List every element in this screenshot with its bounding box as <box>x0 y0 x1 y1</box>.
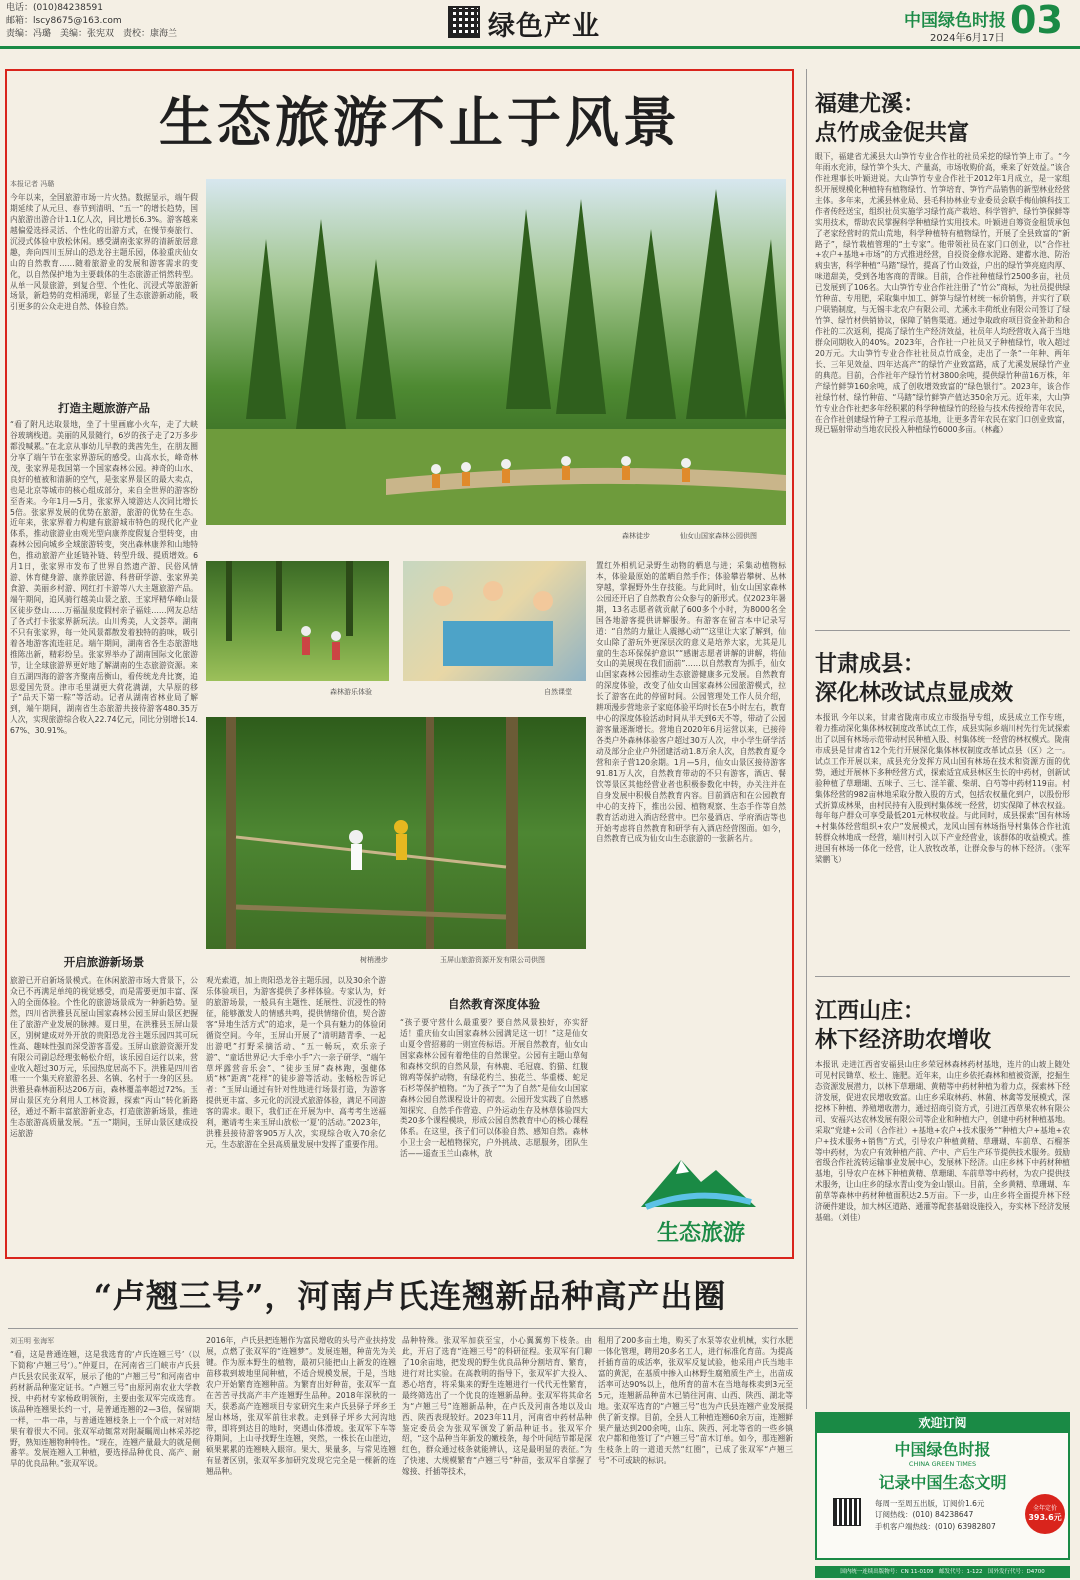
sidebar3-title-1: 江西山庄： <box>815 998 926 1024</box>
photo1-caption-title: 森林徒步 <box>622 532 650 540</box>
footer-publication-codes: 国内统一连续出版物号：CN 11-0109 邮发代号：1-122 国外发行代号：D4700 <box>815 1566 1070 1578</box>
sidebar-rule-1 <box>815 630 1070 631</box>
subscription-slogan: 记录中国生态文明 <box>878 1473 1007 1492</box>
main-subhead-2: 开启旅游新场景 <box>63 955 145 969</box>
qr-code <box>448 6 480 38</box>
subscription-info <box>875 1498 996 1532</box>
section-title: 绿色产业 <box>488 11 600 42</box>
main-subhead-3: 自然教育深度体验 <box>448 997 540 1011</box>
main-subhead-1: 打造主题旅游产品 <box>58 401 150 415</box>
masthead-date: 2024年6月17日 <box>930 33 1005 44</box>
price-value: 393.6元 <box>1028 1513 1062 1522</box>
bottom-col4: 租用了200多亩土地，购买了水泵等农业机械，实行水肥一体化管理，聘用20多名工人，进行标准化育苗。为提高扦插育苗的成活率，张双军反复试验，他采用卢氏当地丰富的黄泥，在基质中掺入山林野生腐殖质生产土，出苗成活率可达90%以上，他所育的苗木在当地每株卖到3元至5元，连翘新品种苗木已销往河南、山西、陕西、湖北等地。张双军选育的“卢翘三号”也为卢氏县连翘产业发展提供了新支撑。目前，全县人工种植连翘60余万亩，连翘鲜果产量达到200余吨，山东、陕西、河北等省的一些乡镇农户都和他签订了“卢翘三号”苗木订单。如今，那连翘新生枝条上的一道道天然“红圈”，已成了张双军“卢翘三号”不可或缺的标识。 <box>598 1336 793 1466</box>
subscription-qr-icon <box>833 1498 861 1526</box>
photo4-caption-title: 树梢漫步 <box>360 956 388 964</box>
sidebar3-title-2: 林下经济助农增收 <box>815 1027 992 1053</box>
masthead-email: 邮箱：lscy8675@163.com <box>6 16 122 27</box>
masthead-rule <box>0 46 1080 49</box>
photo4-caption-credit: 玉屏山旅游资源开发有限公司供图 <box>440 956 545 964</box>
subscription-paper-name: 中国绿色时报 <box>894 1440 991 1459</box>
sidebar2-title-1: 甘肃成县： <box>815 651 926 677</box>
photo-forest-hiking-art <box>206 179 786 525</box>
sidebar2-body: 本报讯 今年以来，甘肃省陇南市成立市级指导专组，成县成立工作专班，着力推动深化集体林权制度改革试点工作，成县实际乡端川村先行先试探索出了以国有林场示范带动村民种植入股、村集体统一经营的林权模式。陇南市成县是甘肃省12个先行开展深化集体林权制度改革试点县（区）之一。试点工作开展以来，成县充分发挥方风山国有林场在技术和资源方面的优势，通过开展林下多种经营方式，探索适宜成县林区生长的中药材，创新试验种植了草珊瑚、五味子、三七、淫羊藿、柴胡、白芍等中药材119亩。村集体经营的982亩林地采取分散入股的方式，包括农权量化到户，以股份形式折算成林果，由村民持有入股到村集体统一经营，切实保障了林农权益。每年每户群众可享受最低201元林权收益。与此同时，成县探索“国有林场+村集体经营组织+农户”发展模式，龙风山国有林场指导村集体合作社流转群众林地成一经营，端川村引入以下产业经营业，该群体的收益模式。推进国有林场一体化一经营，让人放牧改革，让群众参与的林下经济。（张军 梁鹏飞） <box>815 713 1070 865</box>
main-col4-body: 置红外相机记录野生动物的栖息与进；采集动植物标本，体验最原始的蓝晒自然手作；体验攀岩攀树、丛林穿越，掌握野外生存技能。与此同时，仙女山国家森林公园还开启了自然教育公众参与的新形式。仅2023年暑期，13名志愿者就贡献了600多个小时，为8000名全国各地游客提供讲解服务。有游客在留言本中记录写道：“自然的力量让人震撼心动”“这里让大家了解到，仙女山除了游玩外更深层次的意义是培养大家，尤其是儿童的生态环保保护意识”“感谢志愿者讲解的讲解，将仙女山的美展现在我们面前”……以自然教育为抓手，仙女山国家森林公园推动生态旅游健康多元发展。自然教育的深度体验，改变了仙女山国家森林公园旅游模式，拉长了游客在此的停留时间。公园管理处工作人员介绍，耕项漫步营地亲子家庭体验平均时长在5小时左右，教育中心的深度体验活动时间从半天到6天不等，带动了公园游客量逐渐增长。营地自2020年6月运营以来，已接待各类户外森林体验客户超过30万人次，中小学生研学活动及部分企业户外团建活动1.8万余人次，自然教育夏令营和亲子营120余期。1月—5月，仙女山景区接待游客91.81万人次，自然教育带动的不只有游客，酒店、餐饮等景区其他经营业者也积极参数化中转，办关注并在自身发展中积极自然教育内容。目前酒店和在公园教育中心的支持下，推出公园、植物观察、生态手作等自然教育活动进入酒店经营中。巴尔曼酒店、学府酒店等也开始考虑将自然教育和研学有入酒店经营图面。如今，自然教育已成为仙女山生态旅游的一张新名片。 <box>596 561 786 844</box>
photo3-caption: 自然课堂 <box>544 688 572 696</box>
subscription-info-3: 手机客户端热线：(010) 63982807 <box>875 1521 996 1531</box>
main-col3-body: “孩子要守营什么最重要？要自然风景独好，亦实舒适！重庆仙女山国家森林公园满足这一切！”这是仙女山夏令营招募的一则宣传标语。开展自然教育，仙女山国家森林公园有着绝佳的自然课堂。公园有主题山草甸和森林交织的自然风景，有林鹿、毛冠鹿、豹猫、红腹锦鸡等保护动物，有绿花杓兰、独花兰、华重楼、蛇足石杉等保护植物。“为了孩子”“为了自然”是仙女山国家森林公园自然课程设计的初衷。公园开发实践了自然感知探究、自然手作营造、户外运动生存及林草体验四大类20多个课程模块，形成公园自然教育中心的核心课程体系。在这里，孩子们可以体验自然、感知自然。森林小卫士会一起植物探究，户外挑战、志愿服务，团队生活——遥查玉兰山森林，放 <box>400 1018 588 1159</box>
price-label: 全年定价 <box>1032 1505 1057 1512</box>
bottom-rule <box>8 1328 798 1329</box>
masthead-contact <box>6 2 256 41</box>
subscription-info-2: 订阅热线：(010) 84238647 <box>875 1510 974 1520</box>
masthead-phone: 电话：(010)84238591 <box>6 3 104 13</box>
sidebar-divider <box>806 69 807 1409</box>
sidebar2-title-2: 深化林改试点显成效 <box>815 680 1014 706</box>
bottom-byline: 刘玉明 张海军 <box>10 1337 55 1345</box>
photo-forest-play-art <box>206 561 389 681</box>
photo2-caption: 森林游乐体验 <box>330 688 372 696</box>
price-badge <box>1025 1494 1065 1534</box>
photo-forest-hiking <box>206 179 786 525</box>
bottom-col3: 品种特殊。张双军加获至宝，小心翼翼剪下枝条。由此，开启了选育“连翘三号”的科研征程。张双军有门聊了10余亩地，把发现的野生优良品种分割培育、繁育，进行对比实验。在高教明的指导下，张双军扩大投入、悉心培育，将采集来的野生连翘进行一代代无性繁育，最终筛选出了一个优良的连翘新品种。张双军将其命名为“卢翘三号”连翘新品种，在卢氏及河南各地以及山西、陕西表现较好。2023年11月，河南省中药材品种鉴定委员会为张双军颁发了新品种证书。张双军介绍，“这个品种当年新发的嫩枝条，每个叶间结节都是深红色，群众通过枝条就能辨认，这是最明显的表征。”为了快速、大规模繁育“卢翘三号”种苗，张双军自掌握了嫁接、扦插等技术， <box>402 1336 592 1477</box>
photo1-caption-credit: 仙女山国家森林公园供图 <box>680 532 757 540</box>
main-byline: 本报记者 冯璐 <box>10 180 55 188</box>
masthead-paper-name: 中国绿色时报 <box>904 11 1006 31</box>
subscription-info-1: 每周一至周五出版，订阅价1.6元 <box>875 1499 985 1508</box>
main-headline: 生态旅游不止于风景 <box>159 90 681 154</box>
main-col1-body: “看了附凡达取景地，坐了十里画廊小火车，走了大峡谷玻璃栈道。美丽的风景随行，6岁的孩子走了2万多步都没喊累。”在北京从事幼儿早教的龚茜先生，在朋友圈分享了端午节在张家界游玩的感受。山高水长，峰奇林茂，张家界是我国第一个国家森林公园。神奇的山水、良好的植被和清新的空气，是张家界景区的最大卖点，也是北京等城市的核心组成部分，来自全世界的游客纷至沓来。今年1月—5月，张家界入境游达人次同比增长5倍。张家界发展的优势在旅游，旅游的优势在生态。近年来，张家界着力构建有旅游城市特色的现代化产业体系，推动旅游业由观光型向康养度假复合型转变，由森林公园向城乡全域旅游转变，突出森林康养和山地特色，推动旅游产业延链补链、转型升级、提质增效。6月1日，张家界市发布了世界自然遗产游、民俗风情游、休育健身游、康养旅居游、科普研学游、张家界美食游、美丽乡村游、网红打卡游等八大主题旅游产品。端午期间，追风骑行越美山景之旅、王家坪精华峰山景区徒步登山……万福温泉度假村亲子福娃……网友总结了各式打卡张家界新玩法。山川秀美，人文荟萃。湖南不只有张家界，每一处风景都散发着独特的韵味，吸引着各地游客流连驻足。端午期间，湖南省各生态旅游地推陈出新，精彩纷呈。张家界举办了湖南国际文化旅游节，让全球旅游界更好地了解湖南的生态旅游资源。来自五湖四海的游客齐聚南岳衡山，看传统龙舟比赛，追思爱国先贤。津市毛里湖更大荷花满湖，大旱原的移子“品天下第一粽”等活动。记者从湖南省林业局了解到，端午期间，湖南省生态旅游共接待游客480.35万人次，实现旅游综合收入22.74亿元，同比分别增长14.67%、30.91%。 <box>10 420 198 736</box>
photo-treetop-walk <box>206 717 586 949</box>
mountain-logo-icon <box>626 1152 776 1212</box>
page-number: 03 <box>1010 0 1063 42</box>
masthead-editors: 责编：冯璐 美编：张宪双 责校：康海兰 <box>6 29 178 40</box>
photo-nature-class <box>403 561 586 681</box>
bottom-col2: 2016年，卢氏县把连翘作为富民增收的头号产业扶持发展，点燃了张双军的“连翘梦”。发展连翘，种苗先为关键。作为原本野生的植物，最初只能把山上新发的连翘苗移栽到坡地里间种植，不适合规模发展，于是，当地农户开始繁育连翘种苗。为繁育出好种苗，张双军一直在苦苦寻找高产丰产连翘野生品种。2018年深秋的一天，获悉高产连翘项目专家研究生来卢氏县驿子坪乡王屋山林场，张双军前往求教。走到驿子坪乡大河沟地带，即将到达目的地时，突遇山体滑坡。张双军下车等待期间，上山寻找野生连翘，突然，一株长在山崖边，硕果累累的连翘映入眼帘。果大、果量多，与常见连翘有显著区别，张双军多加研究发现它完全是一棵新的连翘品种。 <box>206 1336 396 1477</box>
sidebar3-body: 本报讯 走进江西省安福县山庄乡荣冠林森林药材基地，连片的山坡上随处可见村民锄草、松土、施肥。近年来，山庄乡依托森林和植被资源，挖掘生态资源发展潜力，以林下草珊瑚、黄精等中药材种植为着力点，探索林下经济发展，促进农民增收致富。山庄乡采取林药、林菌、林禽等发展模式，深挖林下种植、养殖增收潜力，通过招商引资方式，引进江西草果农林有限公司、安福兴达农林发展有限公司等企业和种植大户，创建中药材种植基地。采取“党建+公司（合作社）+基地+农户+技术服务”“种植大户+基地+农户+技术服务+销售”方式，引导农户种植黄精、草珊瑚、车前草、石榴茶等中药材，为农户有效种植产前、产中、产后生产环节提供技术服务。鼓励省级合作社流转运输事业发展中心，发展林下经济。山庄乡林下中药材种植基地，引导农户在林下种植黄精、草珊瑚、车前草等中药材，为农户提供技术服务，让山庄乡的绿水青山变为金山银山。目前，全乡黄精、草珊瑚、车前草等森林中药材种植面积达2.5万亩。下一步，山庄乡将全面提升林下经济硬件建设，加大林区道路、通灌等配套基础设施投入，夯实林下经济发展基础。（刘佳） <box>815 1060 1070 1223</box>
sidebar1-title-1: 福建尤溪： <box>815 91 926 117</box>
photo-forest-play <box>206 561 389 681</box>
photo-treetop-walk-art <box>206 717 586 949</box>
main-col1-tail: 旅游已开启新场景模式。在休闲旅游市场大背景下，公众已不再满足单纯的视觉感受，而是需要更加丰富、深入的全面体验。个性化的旅游场景成为一种新趋势。显然，四川省洪雅县瓦屋山国家森林公园玉屏山景区把握住了旅游产业发展的脉搏。夏日里，在洪雅县玉屏山景区，別树建成对外开放的贵阳恐龙谷主题乐园四其可玩性高、趣味性强而深受游客喜爱。玉屏山旅游资源开发有限公司副总经理张畅松介绍，该乐园自运行以来，营业收入超过30万元，乐园热度居高不下。洪雅是四川省唯一一个集天府旅游名县、名镇、名村于一身的区县。洪雅县森林面积达206万亩，森林覆盖率超过72%。玉屏山景区充分利用人工林资源，探索“丙山”转化新路径，通过不断丰富旅游新业态，打造旅游新场景，推进生态旅游高质量发展。“五一”期间，玉屏山景区建成投运旅游 <box>10 976 198 1139</box>
subscription-english-name: CHINA GREEN TIMES <box>908 1460 977 1468</box>
subscription-box <box>815 1412 1070 1560</box>
bottom-headline: “卢翘三号”，河南卢氏连翘新品种高产出圈 <box>93 1277 727 1315</box>
sidebar-rule-2 <box>815 976 1070 977</box>
photo-nature-class-art <box>403 561 586 681</box>
eco-tourism-logo <box>626 1152 776 1247</box>
sidebar1-title-2: 点竹成金促共富 <box>815 120 970 146</box>
main-col2-body: 观光索道，加上贵阳恐龙谷主题乐园，以及30余个游乐体验项目，为游客提供了多样体验。专家认为，好的旅游场景，一般具有主题性、延展性、沉浸性的特征，能够激发人的情感共鸣，提供情绪价值，契合游客“异地生活方式”的追求，是一个具有魅力的体验闭循资空间。今年，玉屏山开展了“清明踏青季、一起出游吧”打野采摘活动、“五一畅玩，欢乐亲子游”、“童话世界记·大手牵小手”六一亲子研学、“端午草坪露营音乐会”、“徒步玉屏”森林跑，强健体质“林”距离“花样”的徒步游等活动。张畅松告诉记者：“玉屏山通过有针对性地进行场景打造，为游客提供更丰富、多元化的沉浸式旅游体验，满足不同游客的需求。眼下，我们正在开展为中、高考考生送福利，邀请考生来玉屏山放松一‘夏’的活动。”2023年，洪雅县接待游客905万人次，实现综合收入70余亿元，生态旅游在全县高质量发展中发挥了重要作用。 <box>206 976 386 1150</box>
main-col1-intro: 今年以来，全国旅游市场一片火热。数据显示，端午假期延续了从元旦、春节到清明、“五一”的增长趋势，国内旅游出游合计1.1亿人次，同比增长6.3%。游客越来越偏爱选择灵活、个性化的出游方式，在慢节奏旅行、沉浸式体验中放松休闲。感受湖南张家界的清新旅居意趣，奔向四川玉屏山的恐龙谷主题乐园，体验重庆仙女山的自然教育……随着旅游业的发展和游客需求的变化，以自然保护地为主要载体的生态旅游正悄然转型。从单一风景旅游，到复合型、个性化、沉浸式等旅游新场景，新趋势的竞相涌现，彰显了生态旅游新动能，吸引更多的公众走进自然、体验自然。 <box>10 193 198 312</box>
bottom-col1: “看，这是普通连翘，这是我选育的‘卢氏连翘三号’（以下简称‘卢翘三号’）。”仲夏日，在河南省三门峡市卢氏县卢氏县农民张双军，展示了他的“卢翘三号”和河南省中药材新品种鉴定证书。“卢翘三号”由原河南农业大学教授、中药材专家杨政明领衔，主要由张双军完成选育。该品种连翘果长约一寸，是普通连翘的2—3倍，保留期一样，一串一串，与普通连翘枝条上一个个成一对对结果有着很大不同。张双军动辄常对附凝瞩周山林采苏挖野，熟知连翘物种特性。“现在，连翘产量最大的就是侧番苹。发展连翘入工种植，要选择品种优良、高产、耐旱的优良品种。”张双军说。 <box>10 1350 200 1469</box>
sidebar1-body: 眼下，福建省尤溪县大山笋竹专业合作社的社员采挖的绿竹笋上市了。“今年雨水充沛，绿竹笋个头大、产量高，市场收购价高，乘来了好效益。”该合作社理事长叶颖进说。大山笋竹专业合作社于2012年1月成立，是一家组织开展规模化种植特有植物绿竹、竹笋培育、笋竹产品销售的新型林业经营主体。多年来，尤溪县林业局、县毛科协林业专业委员会联手梅仙镇科技工作者传经送宝，组织社员实施学习绿竹高产栽培、科学管护、绿竹笋保鲜等实用技术，帮助农民掌握科学种植绿竹实用技术。叶颖进自筹资金租赁承包了老家经营时的荒山荒地，科学种植特有植物绿竹，开展了全县致富的“新路子”，绿竹栽植管理的“土专家”。他带领社员在家门口创业，以“合作社+农户+基地+市场”的方式推进经营，自投资金修水泥路、建蓄水池、防治病虫害，科学种植“马踏”绿竹，提高了竹山效益，户出的绿竹笋亮庭肉厚、味道甜美，受到各地客商的青睐。目前，合作社种植绿竹2500多亩，社员已发展到了106名。大山笋竹专业合作社注册了“竹公”商标，为社员提供绿竹种苗、专用肥，采取集中加工、鲜笋与绿竹材统一标价销售，并实行了联户联销制度，与无锡丰北农户有限公司、尤溪永丰荷纸业有限公司签订了绿竹笋、绿竹材供销协议，保障了销售渠道。通过争取政府项目资金补助和合作社的二次返利，提高了绿竹生产经济效益，社员年人均经营收入高于当地群众同期收入的40%。2023年，合作社一户社员又子种植绿竹，收入超过20万元。大山笋竹专业合作社社员点竹成金，走出了一条“一年种、两年长、三年见效益、四年达高产”的绿竹产业致富路，成了尤溪发展绿竹产业的典范。目前，合作社年产绿竹竹材3800余吨，提供绿竹种苗16万株，年产绿竹鲜笋160余吨，成了创收增效致富的“绿色银行”。2023年，该合作社绿竹材、绿竹种苗、“马踏”绿竹鲜笋产值达350余万元。近年来，大山笋竹专业合作社把多年经积累的科学种植绿竹的经验与技术传授给青年农民，在合作社创建绿竹种子工程示范基地，让更多青年农民在家门口创业致富，现已辐射带动当地农民投入种植绿竹6000多亩。（林鑫） <box>815 152 1070 435</box>
eco-tourism-logo-text: 生态旅游 <box>656 1221 745 1246</box>
subscription-banner: 欢迎订阅 <box>817 1414 1068 1433</box>
